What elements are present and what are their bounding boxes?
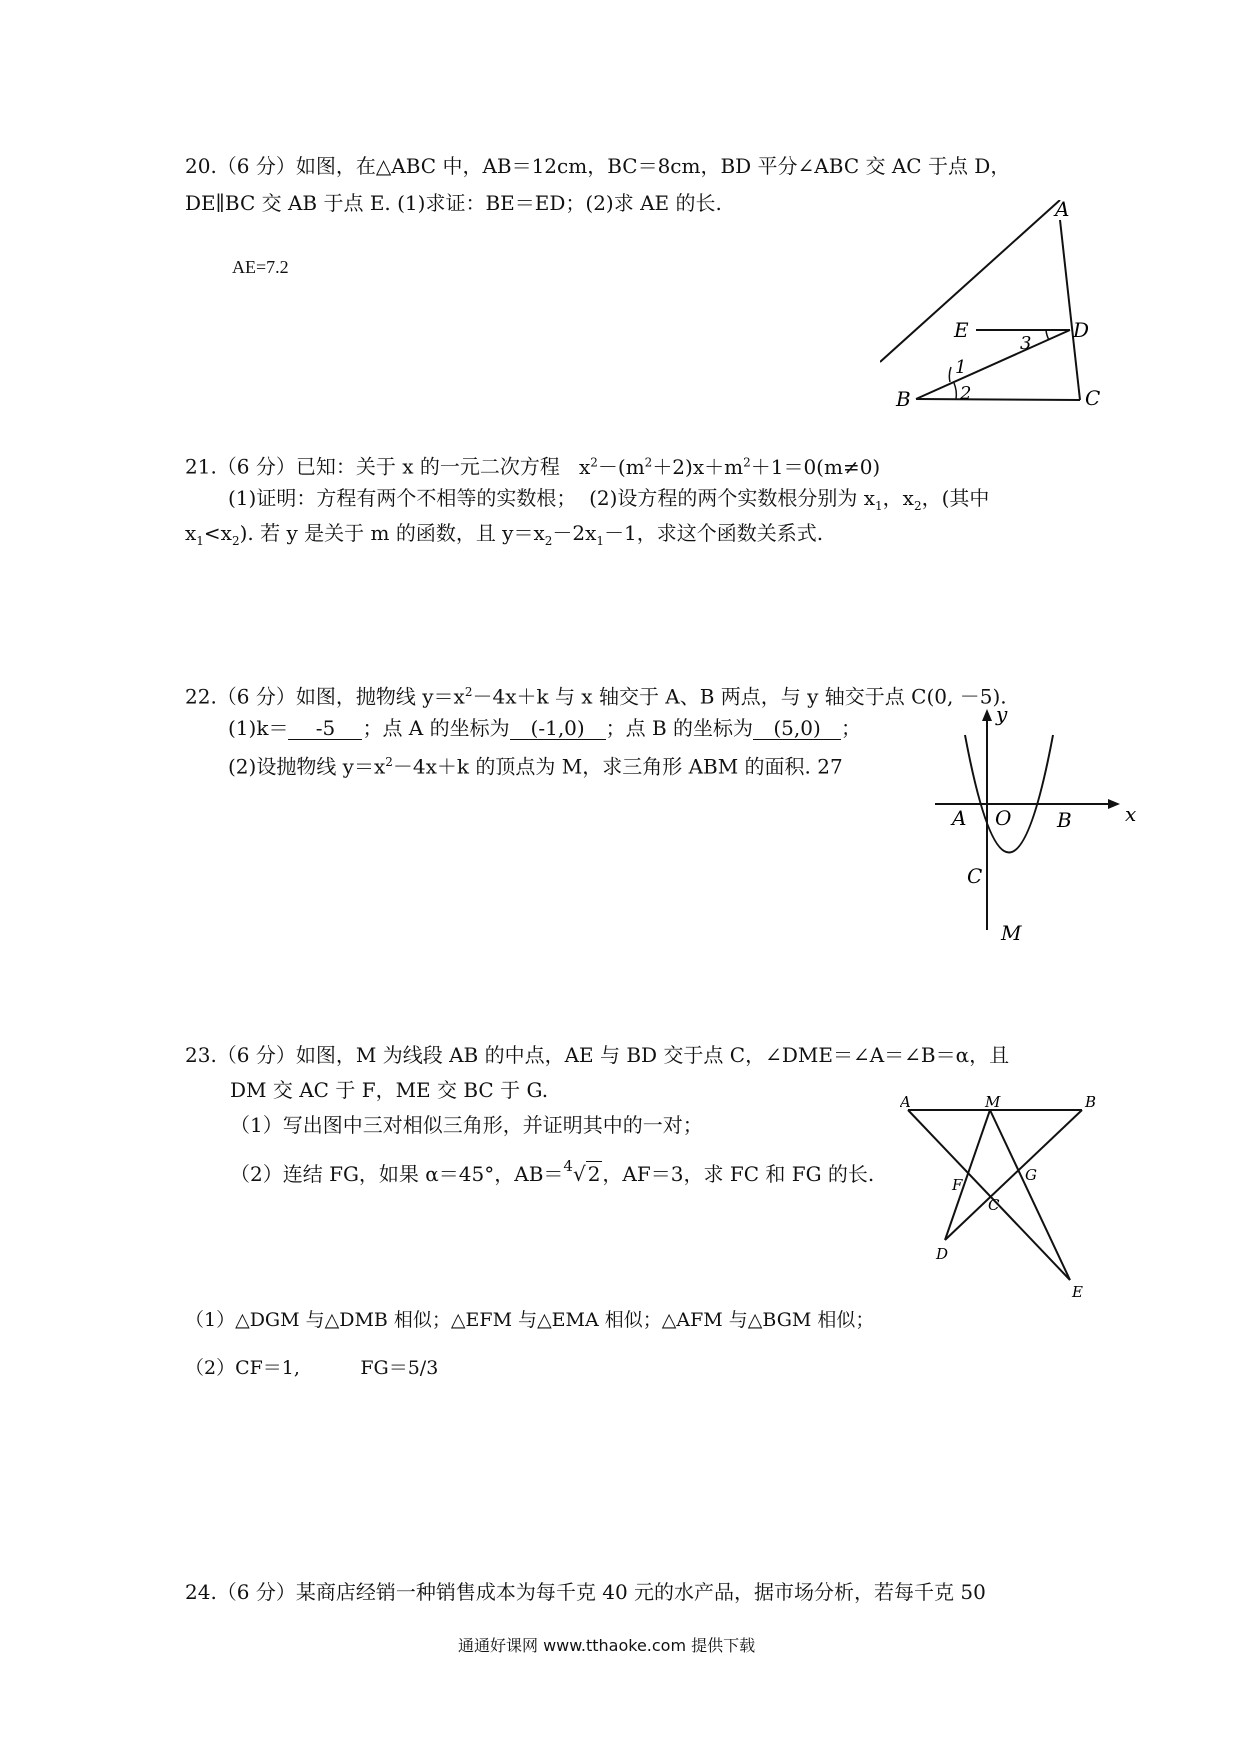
edge-ba	[880, 200, 1060, 362]
edge-bd	[916, 330, 1070, 399]
q22-line1: 22.（6 分）如图，抛物线 $y=x^2-4x+k$ 与 x 轴交于 A、B 两点，与 y 轴交于点 C(0, －5).	[185, 684, 1007, 709]
q23-line2: DM 交 AC 于 F，ME 交 BC 于 G.	[230, 1078, 549, 1102]
q23-answer1: （1）△DGM 与△DMB 相似；△EFM 与△EMA 相似；△AFM 与△BGM 相似；	[185, 1309, 875, 1331]
q23-line4: （2）连结 FG，如果 α＝45°，AB＝$^4$√ 2 ，AF＝3，求 FC 和 FG 的长.	[230, 1152, 874, 1188]
edge-bc	[916, 399, 1080, 400]
q23-line1: 23.（6 分）如图，M 为线段 AB 的中点，AE 与 BD 交于点 C，∠DME＝∠A＝∠B＝α，且	[185, 1043, 1010, 1067]
segment-me	[990, 1110, 1070, 1280]
q21-line2: (1)证明：方程有两个不相等的实数根； (2)设方程的两个实数根分别为 $x_1$，$x_2$，(其中	[228, 486, 990, 513]
label-E: E	[1072, 1283, 1083, 1301]
q21-equation: $x^2-(m^2+2)x+m^2+1=0(m\ne 0)$	[578, 454, 881, 479]
angle-2-arc	[954, 383, 956, 399]
label-M: M	[1001, 921, 1022, 945]
label-A: A	[952, 806, 967, 830]
label-A: A	[900, 1095, 911, 1111]
q21-line3: $x_1<x_2$). 若 y 是关于 m 的函数，且 $y=x_2-2x_1-1$，求这个函数关系式.	[185, 521, 824, 548]
label-angle-1: 1	[955, 357, 967, 378]
q22-parabola-figure	[925, 705, 1150, 950]
a-coord-blank: (-1,0)	[510, 717, 606, 740]
segment-md	[945, 1110, 990, 1240]
sqrt-sign: √	[572, 1162, 586, 1186]
q20-answer: AE=7.2	[232, 257, 289, 277]
label-C: C	[988, 1196, 1000, 1214]
q22-line2: (1)k＝ -5 ；点 A 的坐标为 (-1,0) ；点 B 的坐标为 (5,0) ；	[228, 716, 862, 740]
k-answer-blank: -5	[288, 717, 362, 740]
label-B: B	[1057, 808, 1072, 832]
label-C: C	[1085, 386, 1101, 410]
label-angle-2: 2	[960, 383, 972, 404]
label-B: B	[1085, 1095, 1097, 1111]
label-C: C	[967, 864, 983, 888]
x-axis-arrow	[1108, 799, 1120, 809]
label-x: x	[1125, 802, 1137, 826]
label-angle-3: 3	[1020, 333, 1032, 354]
q20-line2: DE∥BC 交 AB 于点 E. (1)求证：BE＝ED；(2)求 AE 的长.	[185, 191, 722, 215]
label-D: D	[1073, 318, 1090, 342]
parabola-curve	[965, 735, 1053, 853]
q21-line1-prefix: 21.（6 分）已知：关于 x 的一元二次方程	[185, 454, 560, 479]
angle-1-arc	[949, 367, 951, 382]
label-O: O	[995, 806, 1012, 830]
q20-triangle-figure	[880, 200, 1110, 410]
segment-ae	[908, 1110, 1070, 1280]
q23-line3: （1）写出图中三对相似三角形，并证明其中的一对；	[230, 1113, 703, 1137]
sqrt-expression: $^4$√ 2	[563, 1157, 601, 1186]
angle-3-arc	[1046, 330, 1049, 340]
label-M: M	[985, 1095, 1001, 1111]
page-footer: 通通好课网 www.tthaoke.com 提供下载	[458, 1636, 756, 1655]
label-G: G	[1025, 1166, 1037, 1184]
q21-line1	[185, 448, 880, 481]
label-y: y	[996, 705, 1008, 726]
y-axis-arrow	[982, 709, 992, 721]
label-B: B	[896, 387, 911, 410]
area-answer: 27	[817, 754, 843, 779]
q24-line1: 24.（6 分）某商店经销一种销售成本为每千克 40 元的水产品，据市场分析，若每千克 50	[185, 1580, 986, 1604]
q23-star-figure	[900, 1095, 1110, 1305]
label-A: A	[1055, 200, 1070, 221]
edge-ac	[1060, 220, 1080, 400]
q20-line1: 20.（6 分）如图，在△ABC 中，AB＝12cm，BC＝8cm，BD 平分∠ABC 交 AC 于点 D，	[185, 154, 1011, 178]
q22-line3: (2)设抛物线 $y=x^2-4x+k$ 的顶点为 M，求三角形 ABM 的面积. 27	[228, 754, 843, 779]
q23-answer2: （2）CF＝1, FG＝5/3	[185, 1357, 439, 1379]
label-E: E	[954, 318, 969, 342]
label-D: D	[936, 1245, 949, 1263]
label-F: F	[952, 1176, 963, 1194]
b-coord-blank: (5,0)	[753, 717, 841, 740]
